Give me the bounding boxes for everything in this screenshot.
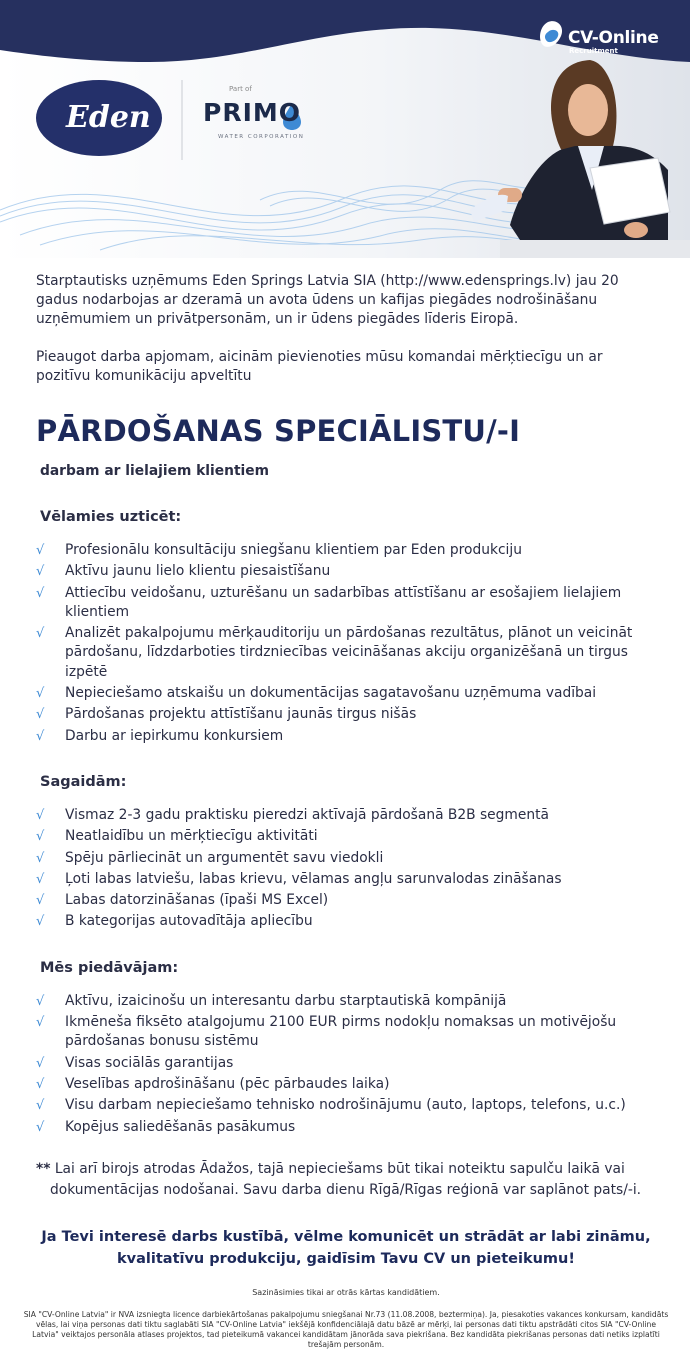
check-icon: √ <box>36 707 45 723</box>
requirements-list <box>36 806 656 932</box>
part-of-label: Part of <box>229 85 252 93</box>
check-icon: √ <box>36 1015 45 1031</box>
check-icon: √ <box>36 829 45 845</box>
list-item <box>36 870 656 889</box>
list-item <box>36 1075 656 1094</box>
location-note <box>36 1159 656 1201</box>
list-item <box>36 727 656 746</box>
list-item <box>36 806 656 825</box>
check-icon: √ <box>36 728 45 744</box>
list-item-text: Visas sociālās garantijas <box>65 1054 234 1071</box>
list-item <box>36 1054 656 1073</box>
list-item-text: Labas datorzināšanas (īpaši MS Excel) <box>65 892 329 909</box>
list-item-text: Vismaz 2-3 gadu praktisku pieredzi aktīvajā pārdošanā B2B segmentā <box>65 806 549 823</box>
list-item <box>36 624 656 682</box>
check-icon: √ <box>36 1076 45 1092</box>
note-marker: ** <box>36 1160 51 1177</box>
intro <box>36 272 656 386</box>
eden-logo-text: Eden <box>66 100 151 135</box>
cv-online-logo <box>568 28 659 55</box>
job-title: PĀRDOŠANAS SPECIĀLISTU/-I <box>36 414 521 448</box>
list-item <box>36 1096 656 1115</box>
list-item <box>36 992 656 1011</box>
list-item-text: Analizēt pakalpojumu mērķauditoriju un pārdošanas rezultātus, plānot un veicināt pārdošanu, līdzdarboties tirdzniecības veicināšanas akciju organizēšanā un tirgus izpētē <box>65 625 633 680</box>
job-subtitle: darbam ar lielajiem klientiem <box>40 463 269 479</box>
check-icon: √ <box>36 807 45 823</box>
check-icon: √ <box>36 585 45 601</box>
check-icon: √ <box>36 626 45 642</box>
contact-note: Sazināsimies tikai ar otrās kārtas kandidātiem. <box>252 1287 440 1297</box>
check-icon: √ <box>36 871 45 887</box>
list-item <box>36 541 656 560</box>
check-icon: √ <box>36 543 45 558</box>
check-icon: √ <box>36 914 45 930</box>
check-icon: √ <box>36 1119 45 1135</box>
list-item-text: Veselības apdrošināšanu (pēc pārbaudes laika) <box>65 1075 390 1092</box>
list-item-text: Kopējus saliedēšanās pasākumus <box>65 1118 296 1135</box>
list-item-text: Spēju pārliecināt un argumentēt savu viedokli <box>65 849 384 866</box>
list-item-text: Ļoti labas latviešu, labas krievu, vēlamas angļu sarunvalodas zināšanas <box>65 870 562 887</box>
offer-list <box>36 992 656 1137</box>
check-icon: √ <box>36 1055 45 1071</box>
check-icon: √ <box>36 893 45 909</box>
list-item <box>36 827 656 846</box>
intro-paragraph: Pieaugot darba apjomam, aicinām pievienoties mūsu komandai mērķtiecīgu un ar pozitīvu komunikāciju apveltītu <box>36 349 603 384</box>
section-title: Vēlamies uzticēt: <box>40 509 182 525</box>
list-item-text: Aktīvu jaunu lielo klientu piesaistīšanu <box>65 563 331 580</box>
legal-disclaimer: SIA "CV-Online Latvia" ir NVA izsniegta licence darbiekārtošanas pakalpojumu sniegšanai Nr.73 (11.08.2008, beztermiņa). Ja, piesakoties vakances konkursam, kandidāts vēlas, lai viņa personas dati tiktu saglabāti SIA "CV-Online Latvia" iekšējā konfidenciālajā datu bāzē ar mērķi, lai personas dati tiktu apstrādāti citos SIA "CV-Online Latvia" veiktajos personāla atlases projektos, tad pieteikumā vakancei kandidātam jānorāda sava piekrišana. Bez kandidāta piekrišanas personas dati netiks izplatīti trešajām personām. <box>23 1309 669 1349</box>
section-responsibilities <box>36 508 656 746</box>
cv-online-subtitle: Recruitment <box>569 47 618 55</box>
intro-paragraph: Starptautisks uzņēmums Eden Springs Latvia SIA (http://www.edensprings.lv) jau 20 gadus nodarbojas ar dzeramā un avota ūdens un kafijas piegādes nodrošināšanu uzņēmumiem un privātpersonām, un ir ūdens piegādes līderis Eiropā. <box>36 273 619 327</box>
list-item-text: Visu darbam nepieciešamo tehnisko nodrošinājumu (auto, laptops, telefons, u.c.) <box>65 1097 626 1114</box>
list-item <box>36 891 656 910</box>
list-item <box>36 1118 656 1137</box>
list-item <box>36 584 656 623</box>
primo-logo-subtitle: WATER CORPORATION <box>218 134 305 140</box>
list-item-text: Nepieciešamo atskaišu un dokumentācijas sagatavošanu uzņēmuma vadībai <box>65 685 597 702</box>
check-icon: √ <box>36 850 45 866</box>
note-text: Lai arī birojs atrodas Ādažos, tajā nepieciešams būt tikai noteiktu sapulču laikā vai dokumentācijas nodošanai. Savu darba dienu Rīgā/Rīgas reģionā var saplānot pats/-i. <box>50 1160 642 1198</box>
list-item-text: Pārdošanas projektu attīstīšanu jaunās tirgus nišās <box>65 706 417 723</box>
list-item <box>36 912 656 931</box>
primo-logo-text: PRIMO <box>203 98 302 127</box>
list-item <box>36 849 656 868</box>
call-to-action: Ja Tevi interesē darbs kustībā, vēlme komunicēt un strādāt ar labi zināmu, kvalitatīvu produkciju, gaidīsim Tavu CV un pieteikumu! <box>41 1228 651 1267</box>
responsibilities-list <box>36 541 656 746</box>
section-title: Sagaidām: <box>40 773 127 790</box>
cv-online-name: CV-Online <box>568 28 659 48</box>
section-title: Mēs piedāvājam: <box>40 959 179 976</box>
list-item-text: Aktīvu, izaicinošu un interesantu darbu starptautiskā kompānijā <box>65 992 507 1009</box>
list-item-text: Neatlaidību un mērķtiecīgu aktivitāti <box>65 828 318 845</box>
check-icon: √ <box>36 1098 45 1114</box>
list-item <box>36 562 656 581</box>
list-item <box>36 1013 656 1052</box>
list-item-text: Profesionālu konsultāciju sniegšanu klientiem par Eden produkciju <box>65 542 522 558</box>
check-icon: √ <box>36 564 45 580</box>
section-offer <box>36 959 656 1137</box>
job-ad-content <box>23 272 669 1350</box>
list-item-text: Ikmēneša fiksēto atalgojumu 2100 EUR pirms nodokļu nomaksas un motivējošu pārdošanas bonusu sistēmu <box>65 1014 617 1050</box>
check-icon: √ <box>36 686 45 702</box>
list-item-text: Darbu ar iepirkumu konkursiem <box>65 727 284 744</box>
list-item-text: Attiecību veidošanu, uzturēšanu un sadarbības attīstīšanu ar esošajiem lielajiem klientiem <box>65 584 622 620</box>
section-requirements <box>36 773 656 932</box>
list-item <box>36 705 656 724</box>
list-item-text: B kategorijas autovadītāja apliecību <box>65 913 313 930</box>
header-banner <box>0 0 690 258</box>
check-icon: √ <box>36 993 45 1009</box>
list-item <box>36 684 656 703</box>
